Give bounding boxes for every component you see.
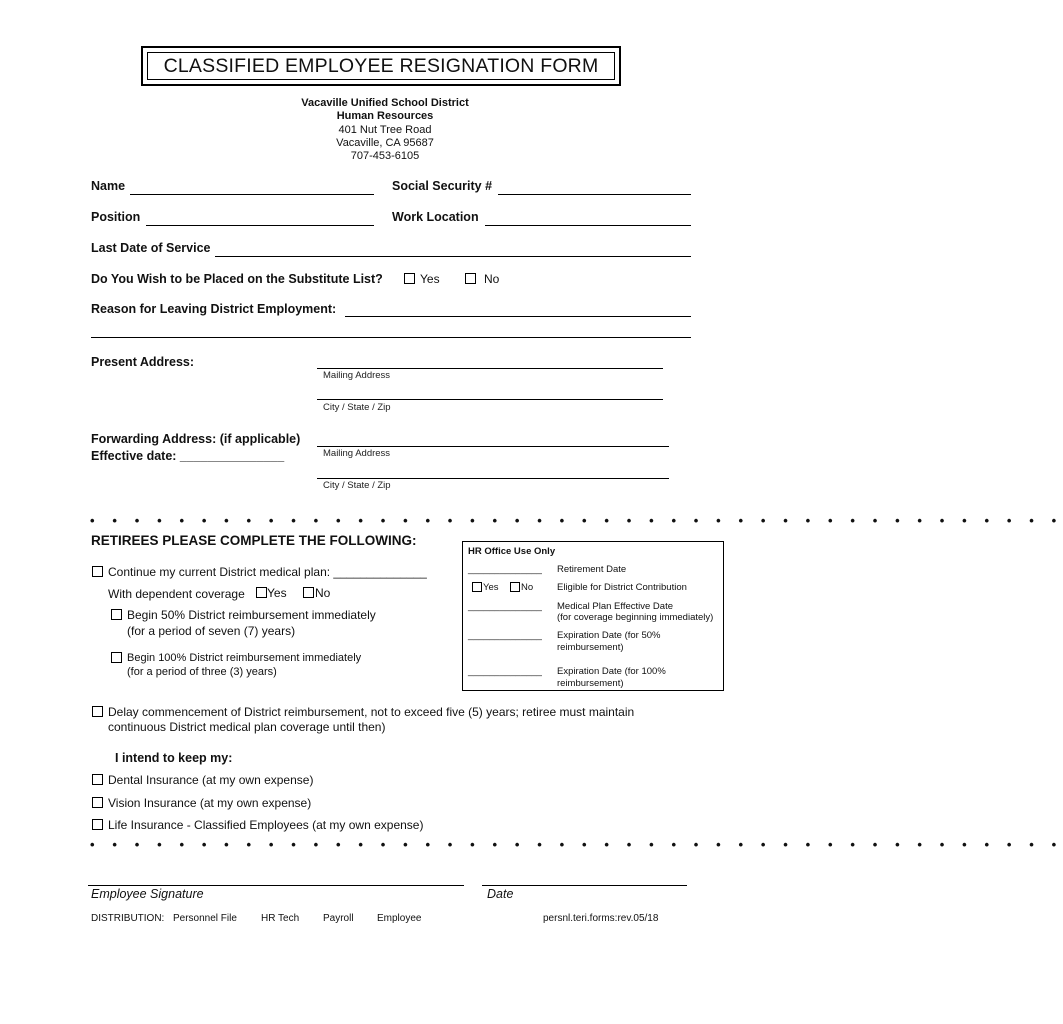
substitute-question: Do You Wish to be Placed on the Substitute List? xyxy=(91,272,383,286)
delay-line2: continuous District medical plan coverage until then) xyxy=(108,720,386,734)
form-title-box xyxy=(141,46,621,86)
address-line-2: Vacaville, CA 95687 xyxy=(336,137,434,149)
position-label: Position xyxy=(91,210,141,224)
address-line-1: 401 Nut Tree Road xyxy=(338,124,432,136)
hr-office-heading: HR Office Use Only xyxy=(468,546,556,557)
exp50-blank[interactable]: ______________ xyxy=(468,630,542,641)
exp100-line1: Expiration Date (for 100% xyxy=(557,666,666,677)
substitute-yes-checkbox[interactable] xyxy=(404,273,415,284)
dental-checkbox[interactable] xyxy=(92,774,103,785)
date-line[interactable] xyxy=(482,885,687,886)
ssn-field[interactable] xyxy=(498,194,691,195)
date-label: Date xyxy=(487,887,514,901)
last-date-label: Last Date of Service xyxy=(91,241,211,255)
life-label: Life Insurance - Classified Employees (at my own expense) xyxy=(108,818,424,832)
name-label: Name xyxy=(91,179,126,193)
begin100-line1: Begin 100% District reimbursement immediately xyxy=(127,652,362,664)
work-location-label: Work Location xyxy=(392,210,479,224)
eligible-yes-checkbox[interactable] xyxy=(472,582,482,592)
reason-field-line-2[interactable] xyxy=(91,337,691,338)
plan-effective-blank[interactable]: ______________ xyxy=(468,601,542,612)
delay-checkbox[interactable] xyxy=(92,706,103,717)
begin50-checkbox[interactable] xyxy=(111,609,122,620)
intend-heading: I intend to keep my: xyxy=(115,751,233,765)
present-mailing-field[interactable] xyxy=(317,368,663,369)
dept-name: Human Resources xyxy=(336,110,434,122)
forwarding-address-label: Forwarding Address: (if applicable) xyxy=(91,432,301,446)
substitute-yes-label: Yes xyxy=(420,272,440,286)
reason-label: Reason for Leaving District Employment: xyxy=(91,302,337,316)
dotted-separator: • • • • • • • • • • • • • • • • • • • • • • • • • • • • • • • • • • • • • • • • • • • • xyxy=(90,513,1063,528)
present-city-field[interactable] xyxy=(317,399,663,400)
vision-checkbox[interactable] xyxy=(92,797,103,808)
hr-office-box xyxy=(462,541,724,691)
name-field[interactable] xyxy=(130,194,374,195)
substitute-no-checkbox[interactable] xyxy=(465,273,476,284)
signature-label: Employee Signature xyxy=(91,887,204,901)
begin100-line2: (for a period of three (3) years) xyxy=(127,666,277,678)
life-checkbox[interactable] xyxy=(92,819,103,830)
continue-plan-label: Continue my current District medical plan: ______________ xyxy=(108,565,427,579)
forwarding-mailing-caption: Mailing Address xyxy=(323,448,391,459)
dependent-no-label: No xyxy=(315,586,331,600)
retirement-date-label: Retirement Date xyxy=(557,564,627,575)
phone: 707-453-6105 xyxy=(350,150,420,162)
present-mailing-caption: Mailing Address xyxy=(323,370,391,381)
plan-effective-line2: (for coverage beginning immediately) xyxy=(557,612,714,623)
distribution-payroll: Payroll xyxy=(323,913,354,924)
effective-date-label[interactable]: Effective date: _______________ xyxy=(91,449,285,463)
reason-field[interactable] xyxy=(345,316,691,317)
exp50-line2: reimbursement) xyxy=(557,642,624,653)
exp100-line2: reimbursement) xyxy=(557,678,624,689)
distribution-personnel: Personnel File xyxy=(173,913,237,924)
work-location-field[interactable] xyxy=(485,225,691,226)
forwarding-mailing-field[interactable] xyxy=(317,446,669,447)
position-field[interactable] xyxy=(146,225,374,226)
ssn-label: Social Security # xyxy=(392,179,493,193)
distribution-hrtech: HR Tech xyxy=(261,913,300,924)
forwarding-city-caption: City / State / Zip xyxy=(323,480,391,491)
dental-label: Dental Insurance (at my own expense) xyxy=(108,773,314,787)
dependent-yes-label: Yes xyxy=(267,586,287,600)
form-title: CLASSIFIED EMPLOYEE RESIGNATION FORM xyxy=(147,52,615,80)
vision-label: Vision Insurance (at my own expense) xyxy=(108,796,312,810)
dotted-separator-2: • • • • • • • • • • • • • • • • • • • • • • • • • • • • • • • • • • • • • • • • • • • • xyxy=(90,837,1063,852)
exp100-blank[interactable]: ______________ xyxy=(468,666,542,677)
substitute-no-label: No xyxy=(484,272,500,286)
present-city-caption: City / State / Zip xyxy=(323,402,391,413)
last-date-field[interactable] xyxy=(215,256,691,257)
form-code: persnl.teri.forms:rev.05/18 xyxy=(543,913,659,924)
present-address-label: Present Address: xyxy=(91,355,195,369)
eligible-yes-label: Yes xyxy=(483,582,499,593)
distribution-label: DISTRIBUTION: xyxy=(91,913,165,924)
org-name: Vacaville Unified School District xyxy=(301,97,469,109)
distribution-employee: Employee xyxy=(377,913,422,924)
retirement-date-blank[interactable]: ______________ xyxy=(468,564,542,575)
dependent-yes-checkbox[interactable] xyxy=(256,587,267,598)
eligible-no-label: No xyxy=(521,582,534,593)
retirees-heading: RETIREES PLEASE COMPLETE THE FOLLOWING: xyxy=(91,533,417,548)
eligible-label: Eligible for District Contribution xyxy=(557,582,687,593)
signature-line[interactable] xyxy=(88,885,464,886)
plan-effective-line1: Medical Plan Effective Date xyxy=(557,601,673,612)
dependent-no-checkbox[interactable] xyxy=(303,587,314,598)
forwarding-city-field[interactable] xyxy=(317,478,669,479)
begin50-line1: Begin 50% District reimbursement immediately xyxy=(127,608,376,622)
begin100-checkbox[interactable] xyxy=(111,652,122,663)
continue-plan-checkbox[interactable] xyxy=(92,566,103,577)
dependent-coverage-label: With dependent coverage xyxy=(108,587,245,601)
exp50-line1: Expiration Date (for 50% xyxy=(557,630,661,641)
delay-line1: Delay commencement of District reimbursement, not to exceed five (5) years; retiree must maintain xyxy=(108,705,635,719)
eligible-no-checkbox[interactable] xyxy=(510,582,520,592)
begin50-line2: (for a period of seven (7) years) xyxy=(127,624,296,638)
